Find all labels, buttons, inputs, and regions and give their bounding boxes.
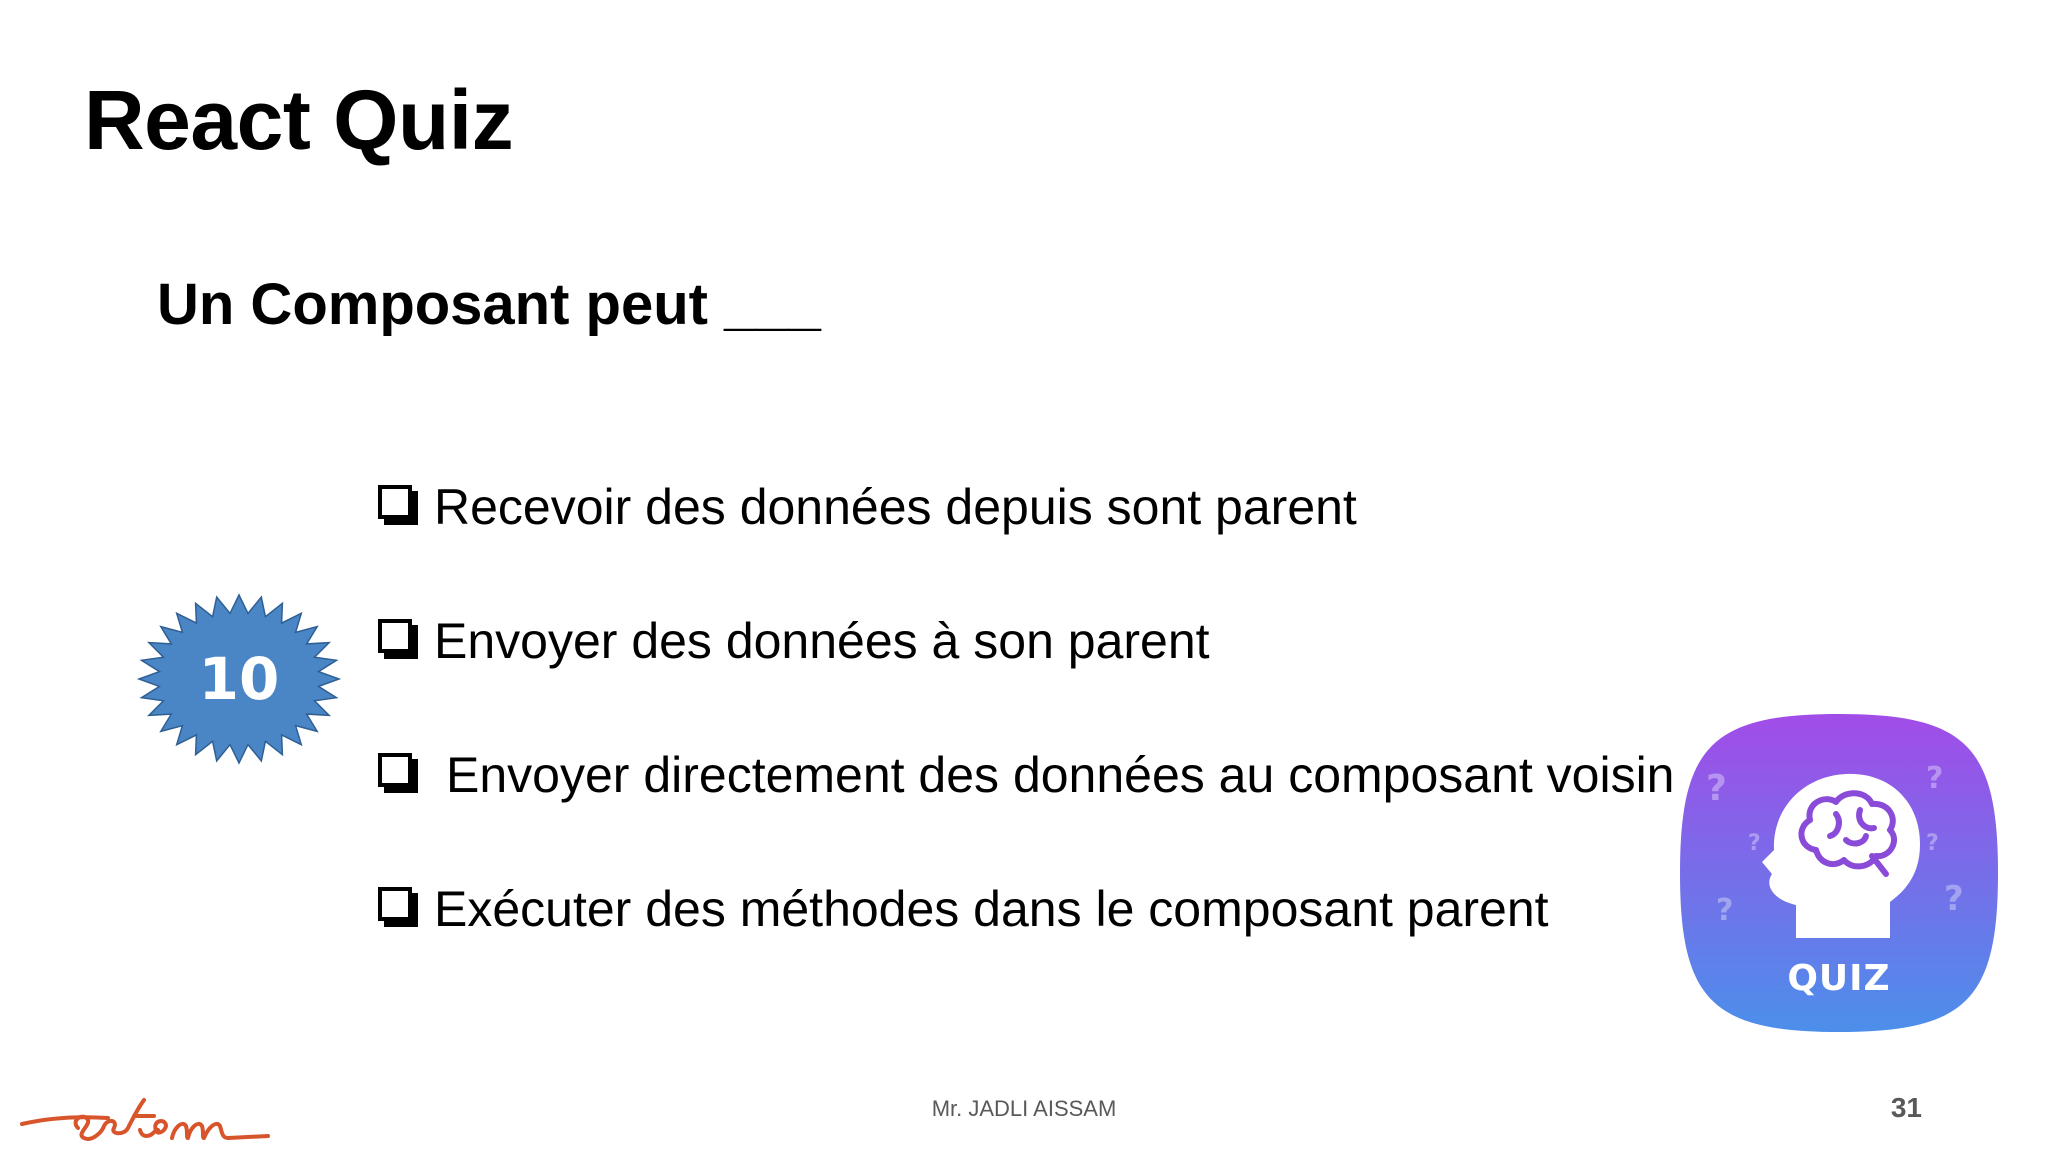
svg-text:?: ?: [1706, 768, 1727, 809]
answer-option: [378, 440, 1675, 574]
estem-logo: [18, 1090, 274, 1152]
answer-option-label: Recevoir des données depuis sont parent: [434, 479, 1357, 535]
checkbox-icon: [378, 485, 422, 529]
answer-option: [378, 708, 1675, 842]
timer-badge: [136, 592, 342, 766]
answer-option: [378, 842, 1675, 976]
question-text: Un Composant peut ___: [157, 272, 821, 337]
timer-badge-label: 10: [198, 645, 280, 713]
answer-options: [378, 440, 1675, 976]
svg-text:?: ?: [1716, 893, 1734, 928]
slide-title: React Quiz: [84, 73, 514, 167]
svg-text:?: ?: [1748, 831, 1761, 856]
svg-text:?: ?: [1926, 761, 1944, 796]
answer-option: [378, 574, 1675, 708]
svg-text:?: ?: [1944, 879, 1964, 919]
answer-option-label: Exécuter des méthodes dans le composant parent: [434, 881, 1549, 937]
quiz-logo: [1676, 710, 2002, 1036]
checkbox-icon: [378, 619, 422, 663]
page-number: 31: [1890, 1092, 1922, 1123]
answer-option-label: Envoyer directement des données au composant voisin: [446, 747, 1675, 803]
footer-author: Mr. JADLI AISSAM: [931, 1096, 1117, 1121]
checkbox-icon: [378, 887, 422, 931]
checkbox-icon: [378, 753, 422, 797]
quiz-logo-label: QUIZ: [1787, 958, 1891, 999]
answer-option-label: Envoyer des données à son parent: [434, 613, 1210, 669]
svg-text:?: ?: [1926, 831, 1939, 856]
